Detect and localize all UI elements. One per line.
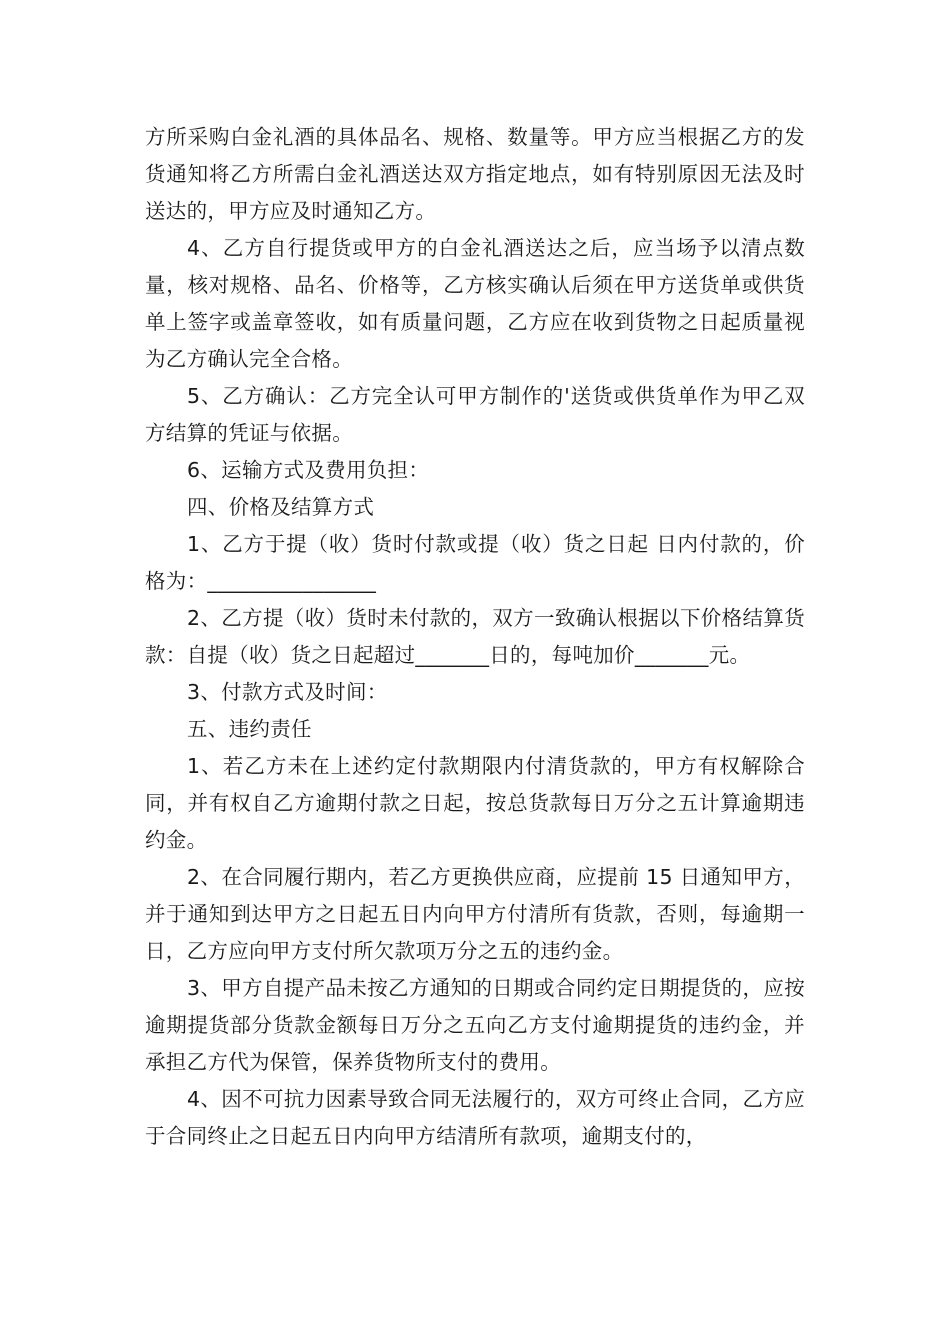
paragraph-clause-5-3: 3、甲方自提产品未按乙方通知的日期或合同约定日期提货的，应按逾期提货部分货款金额每日万分之五向乙方支付逾期提货的违约金，并承担乙方代为保管，保养货物所支付的费用。 — [145, 976, 805, 1074]
paragraph-clause-3-5: 5、乙方确认：乙方完全认可甲方制作的'送货或供货单作为甲乙双方结算的凭证与依据。 — [145, 384, 805, 445]
paragraph-clause-3-4: 4、乙方自行提货或甲方的白金礼酒送达之后，应当场予以清点数量，核对规格、品名、价格等，乙方核实确认后须在甲方送货单或供货单上签字或盖章签收，如有质量问题，乙方应在收到货物之日起质量视为乙方确认完全合格。 — [145, 236, 805, 371]
paragraph-clause-4-2: 2、乙方提（收）货时未付款的，双方一致确认根据以下价格结算货款：自提（收）货之日起超过_______日的，每吨加价_______元。 — [145, 606, 805, 667]
section-heading-price-settlement: 四、价格及结算方式 — [187, 495, 375, 519]
paragraph-clause-5-1: 1、若乙方未在上述约定付款期限内付清货款的，甲方有权解除合同，并有权自乙方逾期付款之日起，按总货款每日万分之五计算逾期违约金。 — [145, 754, 805, 852]
section-heading-breach-liability: 五、违约责任 — [187, 717, 312, 741]
paragraph-clause-3-6: 6、运输方式及费用负担： — [187, 458, 430, 482]
paragraph-clause-4-3: 3、付款方式及时间： — [187, 680, 388, 704]
paragraph-clause-5-2: 2、在合同履行期内，若乙方更换供应商，应提前 15 日通知甲方，并于通知到达甲方之日起五日内向甲方付清所有货款，否则，每逾期一日，乙方应向甲方支付所欠款项万分之五的违约金。 — [145, 865, 805, 963]
paragraph-clause-4-1: 1、乙方于提（收）货时付款或提（收）货之日起 日内付款的，价格为：________________ — [145, 532, 805, 593]
paragraph-continuation: 方所采购白金礼酒的具体品名、规格、数量等。甲方应当根据乙方的发货通知将乙方所需白金礼酒送达双方指定地点，如有特别原因无法及时送达的，甲方应及时通知乙方。 — [145, 125, 805, 223]
document-body — [145, 119, 805, 1155]
paragraph-clause-5-4: 4、因不可抗力因素导致合同无法履行的，双方可终止合同，乙方应于合同终止之日起五日内向甲方结清所有款项，逾期支付的， — [145, 1087, 805, 1148]
